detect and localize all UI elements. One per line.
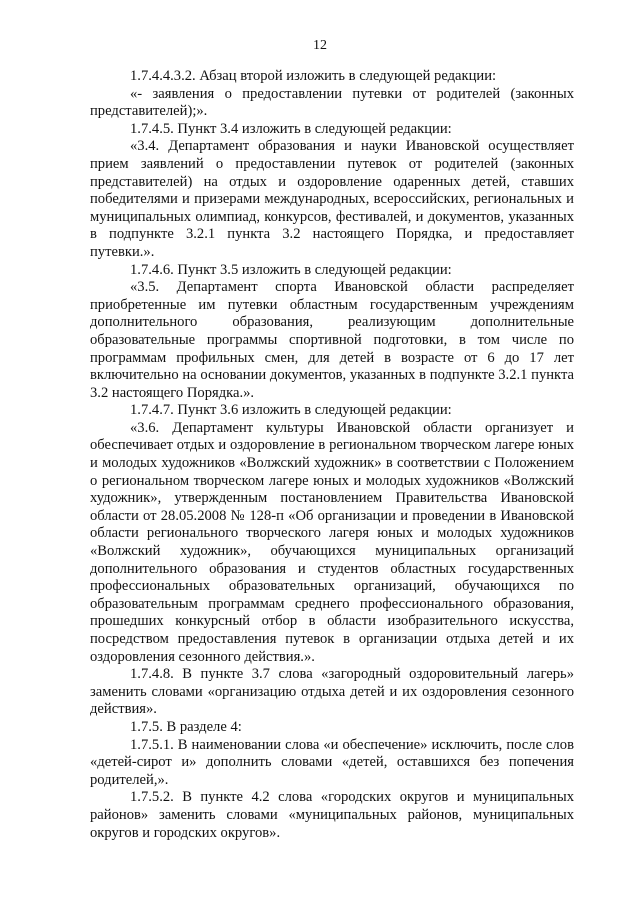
paragraph-1-7-5: 1.7.5. В разделе 4: [130,718,242,735]
paragraph-1-7-4-6: 1.7.4.6. Пункт 3.5 изложить в следующей редакции: [130,261,452,278]
paragraph-quote-applications: «- заявления о предоставлении путевки от родителей (законных представителей);». [90,85,574,120]
paragraph-1-7-4-8: 1.7.4.8. В пункте 3.7 слова «загородный оздоровительный лагерь» заменить словами «организацию отдыха детей и их оздоровления сезонного действия». [90,666,574,718]
paragraph-1-7-4-4-3-2: 1.7.4.4.3.2. Абзац второй изложить в следующей редакции: [130,68,497,84]
page-number: 12 [313,38,327,53]
paragraph-quote-3-4: «3.4. Департамент образования и науки Ивановской осуществляет прием заявлений о предоставлении путевок от родителей (законных представителей) на отдых и оздоровление одаренных детей, ставших победителями и призерами международных, всероссийских, региональных и муниципальных олимпиад, конкурсов, фестивалей, и документов, указанных в подпункте 3.2.1 пункта 3.2 настоящего Порядка, и предоставляет путевки.». [90,138,574,260]
paragraph-1-7-4-5: 1.7.4.5. Пункт 3.4 изложить в следующей редакции: [130,120,452,137]
paragraph-quote-3-6: «3.6. Департамент культуры Ивановской области организует и обеспечивает отдых и оздоровление в региональном творческом лагере юных и молодых художников «Волжский художник» в соответствии с Положением о региональном творческом лагере юных и молодых художников «Волжский художник», утвержденным постановлением Правительства Ивановской области от 28.05.2008 № 128-п «Об организации и проведении в Ивановской области регионального творческого лагеря юных и молодых художников «Волжский художник», обучающихся муниципальных организаций дополнительного образования и студентов областных государственных профессиональных образовательных организаций, обучающихся по образовательным программам среднего профессионального образования, прошедших конкурсный отбор в области изобразительного искусства, посредством предоставления путевок в организации отдыха детей и их оздоровления сезонного действия.». [90,419,574,665]
paragraph-1-7-5-1: 1.7.5.1. В наименовании слова «и обеспечение» исключить, после слов «детей-сирот и» дополнить словами «детей, оставшихся без попечения родителей,». [90,736,574,788]
document-body [90,68,574,842]
paragraph-quote-3-5: «3.5. Департамент спорта Ивановской области распределяет приобретенные им путевки областным государственным учреждениям дополнительного образования, реализующим дополнительные образовательные программы спортивной подготовки, в том числе по программам профильных смен, для детей в возрасте от 6 до 17 лет включительно на основании документов, указанных в подпункте 3.2.1 пункта 3.2 настоящего Порядка.». [90,279,574,401]
paragraph-1-7-4-7: 1.7.4.7. Пункт 3.6 изложить в следующей редакции: [130,402,452,419]
paragraph-1-7-5-2: 1.7.5.2. В пункте 4.2 слова «городских округов и муниципальных районов» заменить словами «муниципальных районов, муниципальных округов и городских округов». [90,789,574,841]
